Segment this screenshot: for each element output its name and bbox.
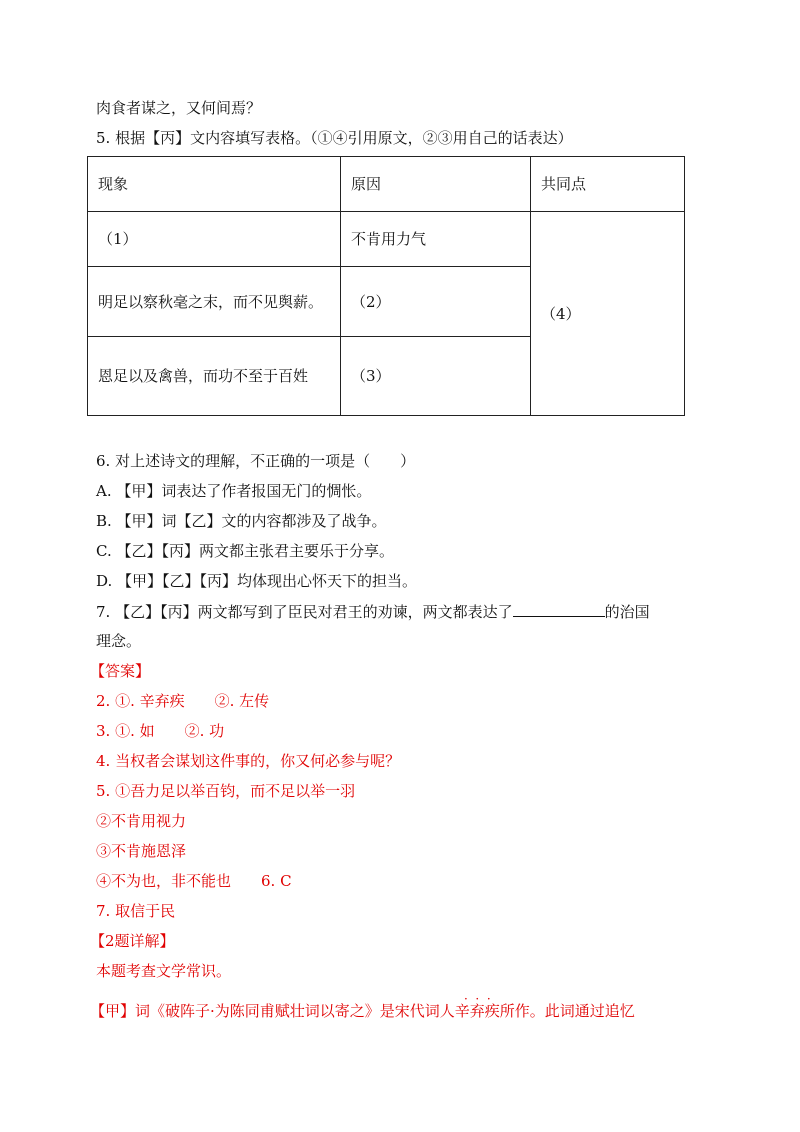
answer-5-part-4-and-6 bbox=[96, 871, 292, 891]
answer-5-part-3: ③不肯施恩泽 bbox=[96, 842, 187, 860]
text-line-1: 肉食者谋之，又何间焉？ bbox=[96, 99, 262, 117]
table-cell-r2-c2: （2） bbox=[341, 267, 531, 337]
table-cell-r2-c1: 明足以察秋毫之末，而不见舆薪。 bbox=[88, 267, 341, 337]
table-cell-r1-c1: （1） bbox=[88, 212, 341, 267]
answer-5-part-1: 5. ①吾力足以举百钧，而不足以举一羽 bbox=[96, 782, 356, 800]
answer-2: 2. ①. 辛弃疾 ②. 左传 bbox=[96, 692, 270, 710]
answer-5-part-4: ④不为也，非不能也 bbox=[96, 872, 232, 890]
table-cell-r1-c2: 不肯用力气 bbox=[341, 212, 531, 267]
answer-heading: 【答案】 bbox=[90, 662, 151, 680]
table-cell-r3-c2: （3） bbox=[341, 337, 531, 416]
detail-text: 本题考查文学常识。 bbox=[96, 962, 232, 980]
emphasized-author-name bbox=[454, 992, 500, 1020]
table-header-reason: 原因 bbox=[341, 157, 531, 212]
answer-6: 6. C bbox=[261, 872, 292, 890]
answer-table bbox=[87, 156, 685, 416]
table-cell-r3-c1: 恩足以及禽兽，而功不至于百姓 bbox=[88, 337, 341, 416]
emphasis-dots: · · · bbox=[463, 992, 491, 1006]
question-5-stem: 5. 根据【丙】文内容填写表格。（①④引用原文，②③用自己的话表达） bbox=[96, 129, 573, 147]
answer-4: 4. 当权者会谋划这件事的，你又何必参与呢？ bbox=[96, 752, 401, 770]
table-cell-common: （4） bbox=[531, 212, 685, 416]
question-7-line-2: 理念。 bbox=[96, 632, 142, 650]
answer-7: 7. 取信于民 bbox=[96, 902, 176, 920]
table-header-common: 共同点 bbox=[531, 157, 685, 212]
table-header-phenomenon: 现象 bbox=[88, 157, 341, 212]
answer-blank bbox=[513, 601, 605, 617]
question-6-option-c: C. 【乙】【丙】两文都主张君主要乐于分享。 bbox=[96, 542, 394, 560]
question-7-text-before: 7. 【乙】【丙】两文都写到了臣民对君王的劝谏，两文都表达了 bbox=[96, 603, 513, 621]
detail-last-after: 所作。此词通过追忆 bbox=[499, 1002, 635, 1020]
question-6-option-b: B. 【甲】词【乙】文的内容都涉及了战争。 bbox=[96, 512, 387, 530]
answer-5-part-2: ②不肯用视力 bbox=[96, 812, 187, 830]
detail-heading: 【2题详解】 bbox=[90, 932, 175, 950]
emphasized-author-text: 辛弃疾 bbox=[454, 1002, 500, 1020]
question-6-option-d: D. 【甲】【乙】【丙】均体现出心怀天下的担当。 bbox=[96, 572, 418, 590]
question-7-stem bbox=[96, 601, 650, 622]
detail-last-before: 【甲】词《破阵子·为陈同甫赋壮词以寄之》是宋代词人 bbox=[90, 1002, 455, 1020]
question-6-option-a: A. 【甲】词表达了作者报国无门的惆怅。 bbox=[96, 482, 372, 500]
question-6-stem: 6. 对上述诗文的理解，不正确的一项是（ ） bbox=[96, 452, 416, 470]
answer-3: 3. ①. 如 ②. 功 bbox=[96, 722, 225, 740]
detail-last-line bbox=[90, 992, 635, 1021]
question-7-text-after: 的治国 bbox=[604, 603, 650, 621]
